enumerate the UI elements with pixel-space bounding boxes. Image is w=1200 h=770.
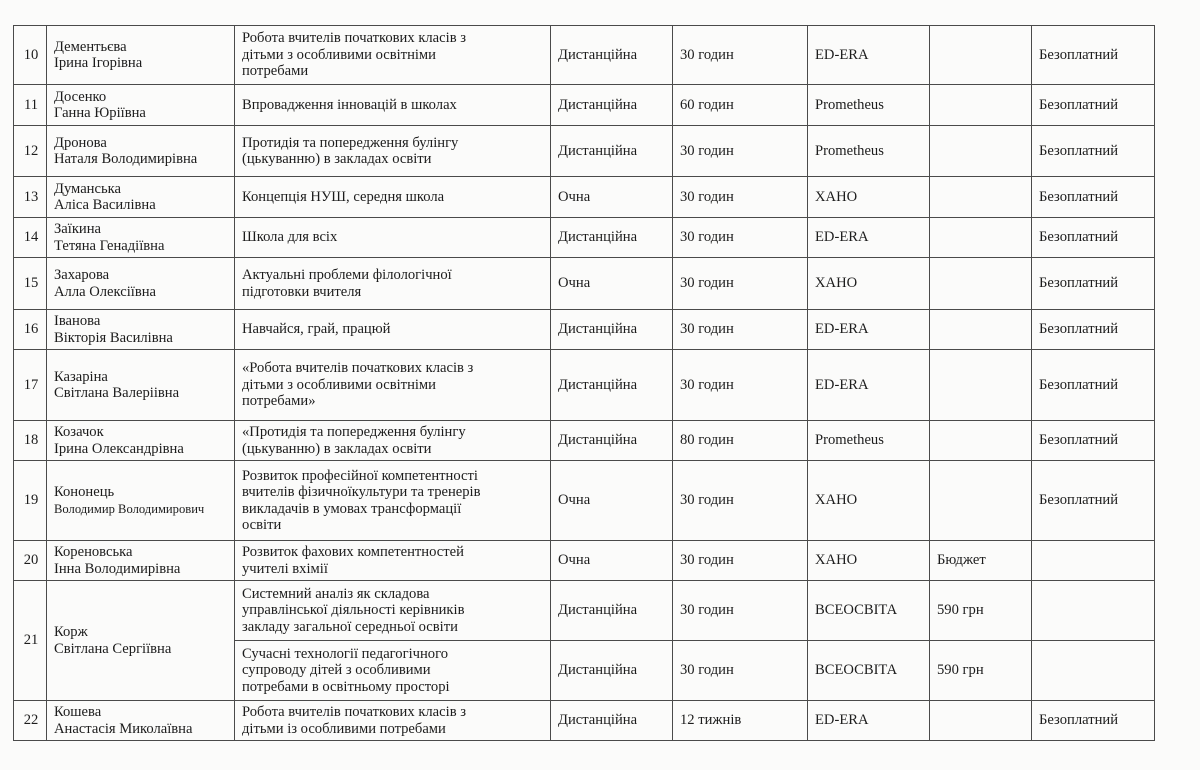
teacher-name-cell xyxy=(47,581,235,701)
duration-cell: 30 годин xyxy=(673,541,808,581)
cost-cell xyxy=(930,85,1032,126)
table-row xyxy=(14,258,1155,310)
teacher-surname: Кононець xyxy=(54,484,115,500)
provider-cell: ED-ERA xyxy=(808,350,930,421)
course-title-line: дітьми з особливими освітніми xyxy=(242,46,436,63)
study-form-cell: Дистанційна xyxy=(551,701,673,741)
course-title-line: супроводу дітей з особливими xyxy=(242,662,431,679)
table-row xyxy=(14,85,1155,126)
cost-cell xyxy=(930,26,1032,85)
duration-cell: 30 годин xyxy=(673,310,808,350)
teacher-given-names: Світлана Валеріівна xyxy=(54,385,180,401)
course-title-line: Навчайся, грай, працюй xyxy=(242,321,391,338)
funding-cell: Безоплатний xyxy=(1032,310,1155,350)
course-title-cell xyxy=(235,258,551,310)
funding-cell: Безоплатний xyxy=(1032,258,1155,310)
cost-cell xyxy=(930,350,1032,421)
study-form-cell: Дистанційна xyxy=(551,350,673,421)
teacher-given-names: Ганна Юріївна xyxy=(54,105,146,121)
study-form-cell: Дистанційна xyxy=(551,641,673,701)
provider-cell: ED-ERA xyxy=(808,701,930,741)
course-title-line: закладу загальної середньої освіти xyxy=(242,618,458,635)
duration-cell: 60 годин xyxy=(673,85,808,126)
course-title-line: Робота вчителів початкових класів з xyxy=(242,30,467,47)
funding-cell: Безоплатний xyxy=(1032,350,1155,421)
teacher-given-names: Ірина Ігорівна xyxy=(54,55,143,71)
funding-cell: Безоплатний xyxy=(1032,85,1155,126)
teacher-surname: Досенко xyxy=(54,88,107,105)
study-form-cell: Очна xyxy=(551,177,673,218)
provider-cell: ED-ERA xyxy=(808,310,930,350)
course-title-line: потребами xyxy=(242,63,309,80)
duration-cell: 30 годин xyxy=(673,126,808,177)
teacher-surname: Дронова xyxy=(54,134,107,151)
course-title-cell xyxy=(235,85,551,126)
study-form-cell: Очна xyxy=(551,541,673,581)
study-form-cell: Дистанційна xyxy=(551,126,673,177)
provider-cell: Prometheus xyxy=(808,126,930,177)
course-title-line: Впровадження інновацій в школах xyxy=(242,96,457,113)
course-title-line: вчителів фізичноїкультури та тренерів xyxy=(242,484,481,500)
teacher-given-names: Алла Олексіївна xyxy=(54,283,157,300)
study-form-cell: Дистанційна xyxy=(551,218,673,258)
course-title-line: Протидія та попередження булінгу xyxy=(242,134,459,151)
course-title-line: дітьми із особливими потребами xyxy=(242,720,446,737)
course-title-line: (цькуванню) в закладах освіти xyxy=(242,151,432,167)
provider-cell: ХАНО xyxy=(808,258,930,310)
teacher-given-names: Тетяна Генадіївна xyxy=(54,237,165,254)
course-title-line: Розвиток фахових компетентностей xyxy=(242,544,464,560)
provider-cell: ХАНО xyxy=(808,461,930,541)
document-page xyxy=(13,25,1155,741)
course-title-cell xyxy=(235,126,551,177)
provider-cell: Prometheus xyxy=(808,421,930,461)
teacher-surname: Захарова xyxy=(54,267,110,283)
study-form-cell: Дистанційна xyxy=(551,581,673,641)
table-row xyxy=(14,26,1155,85)
course-title-line: викладачів в умовах трансформації xyxy=(242,500,462,517)
teacher-name-cell xyxy=(47,461,235,541)
duration-cell: 30 годин xyxy=(673,177,808,218)
teacher-given-names: Світлана Сергіївна xyxy=(54,640,172,657)
study-form-cell: Очна xyxy=(551,258,673,310)
provider-cell: ВСЕОСВІТА xyxy=(808,581,930,641)
teacher-name-cell xyxy=(47,701,235,741)
course-title-line: учителі вхімії xyxy=(242,560,328,577)
funding-cell xyxy=(1032,641,1155,701)
teacher-given-names: Вікторія Василівна xyxy=(54,329,173,346)
study-form-cell: Дистанційна xyxy=(551,310,673,350)
row-number: 14 xyxy=(14,218,47,258)
cost-cell xyxy=(930,421,1032,461)
funding-cell: Безоплатний xyxy=(1032,26,1155,85)
course-title-cell xyxy=(235,26,551,85)
cost-cell: Бюджет xyxy=(930,541,1032,581)
row-number: 15 xyxy=(14,258,47,310)
teacher-surname: Думанська xyxy=(54,180,121,197)
course-title-cell xyxy=(235,701,551,741)
course-title-line: Розвиток професійної компетентності xyxy=(242,467,478,484)
duration-cell: 30 годин xyxy=(673,641,808,701)
cost-cell xyxy=(930,177,1032,218)
funding-cell: Безоплатний xyxy=(1032,461,1155,541)
course-title-line: Актуальні проблеми філологічної xyxy=(242,267,452,283)
row-number: 18 xyxy=(14,421,47,461)
teacher-surname: Корж xyxy=(54,624,88,640)
course-title-cell xyxy=(235,310,551,350)
funding-cell xyxy=(1032,541,1155,581)
teacher-name-cell xyxy=(47,310,235,350)
provider-cell: Prometheus xyxy=(808,85,930,126)
funding-cell: Безоплатний xyxy=(1032,218,1155,258)
teacher-given-names: Аліса Василівна xyxy=(54,197,156,213)
table-row xyxy=(14,350,1155,421)
course-title-line: «Робота вчителів початкових класів з xyxy=(242,360,474,377)
duration-cell: 30 годин xyxy=(673,350,808,421)
course-title-line: дітьми з особливими освітніми xyxy=(242,376,436,393)
course-title-line: (цькуванню) в закладах освіти xyxy=(242,440,432,457)
training-courses-table xyxy=(13,25,1155,741)
row-number: 22 xyxy=(14,701,47,741)
course-title-line: підготовки вчителя xyxy=(242,283,362,300)
study-form-cell: Дистанційна xyxy=(551,421,673,461)
duration-cell: 30 годин xyxy=(673,581,808,641)
cost-cell: 590 грн xyxy=(930,641,1032,701)
table-row xyxy=(14,541,1155,581)
teacher-surname: Казаріна xyxy=(54,368,108,385)
course-title-line: «Протидія та попередження булінгу xyxy=(242,424,466,440)
course-title-cell xyxy=(235,641,551,701)
cost-cell: 590 грн xyxy=(930,581,1032,641)
teacher-surname: Кошева xyxy=(54,704,102,720)
cost-cell xyxy=(930,258,1032,310)
duration-cell: 30 годин xyxy=(673,461,808,541)
teacher-surname: Дементьєва xyxy=(54,38,127,55)
duration-cell: 30 годин xyxy=(673,258,808,310)
course-title-line: потребами в освітньому просторі xyxy=(242,678,450,695)
row-number: 21 xyxy=(14,581,47,701)
cost-cell xyxy=(930,310,1032,350)
cost-cell xyxy=(930,701,1032,741)
teacher-given-names: Інна Володимирівна xyxy=(54,560,181,577)
course-title-cell xyxy=(235,177,551,218)
teacher-surname: Козачок xyxy=(54,424,104,440)
course-title-line: управлінської діяльності керівників xyxy=(242,602,465,619)
duration-cell: 30 годин xyxy=(673,218,808,258)
study-form-cell: Дистанційна xyxy=(551,26,673,85)
row-number: 19 xyxy=(14,461,47,541)
funding-cell: Безоплатний xyxy=(1032,126,1155,177)
provider-cell: ВСЕОСВІТА xyxy=(808,641,930,701)
cost-cell xyxy=(930,126,1032,177)
teacher-name-cell xyxy=(47,350,235,421)
teacher-name-cell xyxy=(47,258,235,310)
table-row xyxy=(14,126,1155,177)
course-title-line: Робота вчителів початкових класів з xyxy=(242,704,467,720)
teacher-surname: Заїкина xyxy=(54,221,102,237)
provider-cell: ED-ERA xyxy=(808,26,930,85)
provider-cell: ED-ERA xyxy=(808,218,930,258)
duration-cell: 12 тижнів xyxy=(673,701,808,741)
row-number: 13 xyxy=(14,177,47,218)
course-title-cell xyxy=(235,218,551,258)
table-row xyxy=(14,581,1155,641)
teacher-given-names: Наталя Володимирівна xyxy=(54,151,198,167)
course-title-line: потребами» xyxy=(242,393,316,410)
study-form-cell: Дистанційна xyxy=(551,85,673,126)
cost-cell xyxy=(930,461,1032,541)
duration-cell: 30 годин xyxy=(673,26,808,85)
course-title-line: Концепція НУШ, середня школа xyxy=(242,188,445,205)
row-number: 10 xyxy=(14,26,47,85)
funding-cell: Безоплатний xyxy=(1032,701,1155,741)
study-form-cell: Очна xyxy=(551,461,673,541)
course-title-line: Системний аналіз як складова xyxy=(242,585,430,602)
course-title-cell xyxy=(235,461,551,541)
course-title-cell xyxy=(235,541,551,581)
teacher-name-cell xyxy=(47,26,235,85)
teacher-given-names: Ірина Олександрівна xyxy=(54,440,184,457)
table-row xyxy=(14,310,1155,350)
row-number: 20 xyxy=(14,541,47,581)
row-number: 11 xyxy=(14,85,47,126)
course-title-line: Школа для всіх xyxy=(242,229,338,246)
teacher-name-cell xyxy=(47,541,235,581)
teacher-name-cell xyxy=(47,126,235,177)
table-row xyxy=(14,218,1155,258)
row-number: 17 xyxy=(14,350,47,421)
teacher-name-cell xyxy=(47,177,235,218)
provider-cell: ХАНО xyxy=(808,177,930,218)
duration-cell: 80 годин xyxy=(673,421,808,461)
funding-cell: Безоплатний xyxy=(1032,177,1155,218)
row-number: 12 xyxy=(14,126,47,177)
teacher-name-cell xyxy=(47,85,235,126)
table-row xyxy=(14,461,1155,541)
course-title-cell xyxy=(235,581,551,641)
course-title-cell xyxy=(235,421,551,461)
teacher-given-names: Анастасія Миколаївна xyxy=(54,720,193,737)
teacher-given-names: Володимир Володимирович xyxy=(54,501,205,516)
teacher-name-cell xyxy=(47,421,235,461)
provider-cell: ХАНО xyxy=(808,541,930,581)
teacher-name-cell xyxy=(47,218,235,258)
course-title-cell xyxy=(235,350,551,421)
funding-cell: Безоплатний xyxy=(1032,421,1155,461)
course-title-line: освіти xyxy=(242,517,282,533)
course-title-line: Сучасні технології педагогічного xyxy=(242,645,448,662)
teacher-surname: Кореновська xyxy=(54,544,133,560)
funding-cell xyxy=(1032,581,1155,641)
row-number: 16 xyxy=(14,310,47,350)
table-row xyxy=(14,421,1155,461)
table-row xyxy=(14,177,1155,218)
cost-cell xyxy=(930,218,1032,258)
table-row xyxy=(14,701,1155,741)
teacher-surname: Іванова xyxy=(54,313,101,329)
